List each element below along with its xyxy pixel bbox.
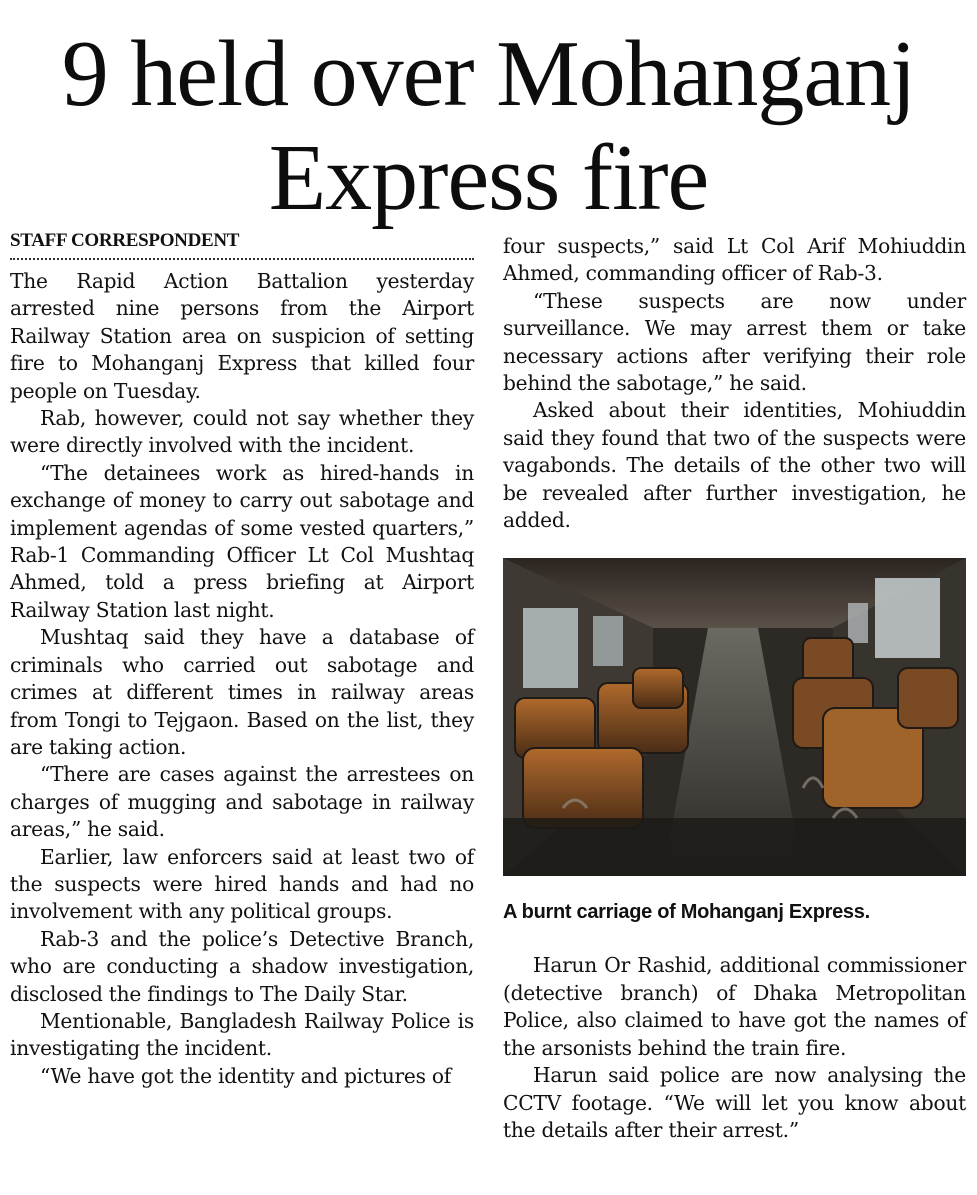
headline-line-1: 9 held over Mohanganj bbox=[61, 22, 916, 126]
article-paragraph: Rab-3 and the police’s Detective Branch, who are conducting a shadow investigation, disclosed the findings to The Daily Star. bbox=[10, 926, 474, 1006]
byline: STAFF CORRESPONDENT bbox=[10, 230, 240, 251]
burnt-carriage-photo bbox=[503, 558, 966, 876]
photo-caption: A burnt carriage of Mohanganj Express. bbox=[503, 901, 870, 924]
article-paragraph: Mushtaq said they have a database of criminals who carried out sabotage and crimes at different times in railway areas from Tongi to Tejgaon. Based on the list, they are taking action. bbox=[10, 625, 474, 759]
headline-line-2: Express fire bbox=[268, 126, 709, 230]
burnt-carriage-illustration bbox=[503, 558, 966, 876]
article-paragraph: Rab, however, could not say whether they were directly involved with the incident. bbox=[10, 406, 474, 458]
article-paragraph: Harun Or Rashid, additional commissioner (detective branch) of Dhaka Metropolitan Police, also claimed to have got the names of the arsonists behind the train fire. bbox=[503, 953, 966, 1060]
article-column-left bbox=[10, 228, 474, 1090]
article-paragraph: The Rapid Action Battalion yesterday arrested nine persons from the Airport Railway Station area on suspicion of setting fire to Mohanganj Express that killed four people on Tuesday. bbox=[10, 269, 474, 403]
headline bbox=[0, 22, 977, 230]
article-paragraph: Mentionable, Bangladesh Railway Police is investigating the incident. bbox=[10, 1008, 474, 1061]
article-paragraph: four suspects,” said Lt Col Arif Mohiuddin Ahmed, commanding officer of Rab-3. bbox=[503, 234, 966, 286]
article-paragraph: Earlier, law enforcers said at least two of the suspects were hired hands and had no involvement with any political groups. bbox=[10, 844, 474, 924]
article-paragraph: “We have got the identity and pictures of bbox=[40, 1063, 451, 1088]
article-paragraph: Harun said police are now analysing the CCTV footage. “We will let you know about the details after their arrest.” bbox=[503, 1063, 966, 1142]
byline-divider bbox=[10, 258, 474, 260]
article-paragraph: “These suspects are now under surveillance. We may arrest them or take necessary actions after verifying their role behind the sabotage,” he said. bbox=[503, 288, 966, 396]
article-column-right bbox=[503, 233, 966, 1144]
article-paragraph: “The detainees work as hired-hands in exchange of money to carry out sabotage and implement agendas of some vested quarters,” Rab-1 Commanding Officer Lt Col Mushtaq Ahmed, told a press briefing at Airport Railway Station last night. bbox=[10, 460, 474, 622]
article-paragraph: “There are cases against the arrestees on charges of mugging and sabotage in railway areas,” he said. bbox=[10, 762, 474, 842]
article-paragraph: Asked about their identities, Mohiuddin said they found that two of the suspects were vagabonds. The details of the other two will be revealed after further investigation, he added. bbox=[503, 398, 966, 533]
